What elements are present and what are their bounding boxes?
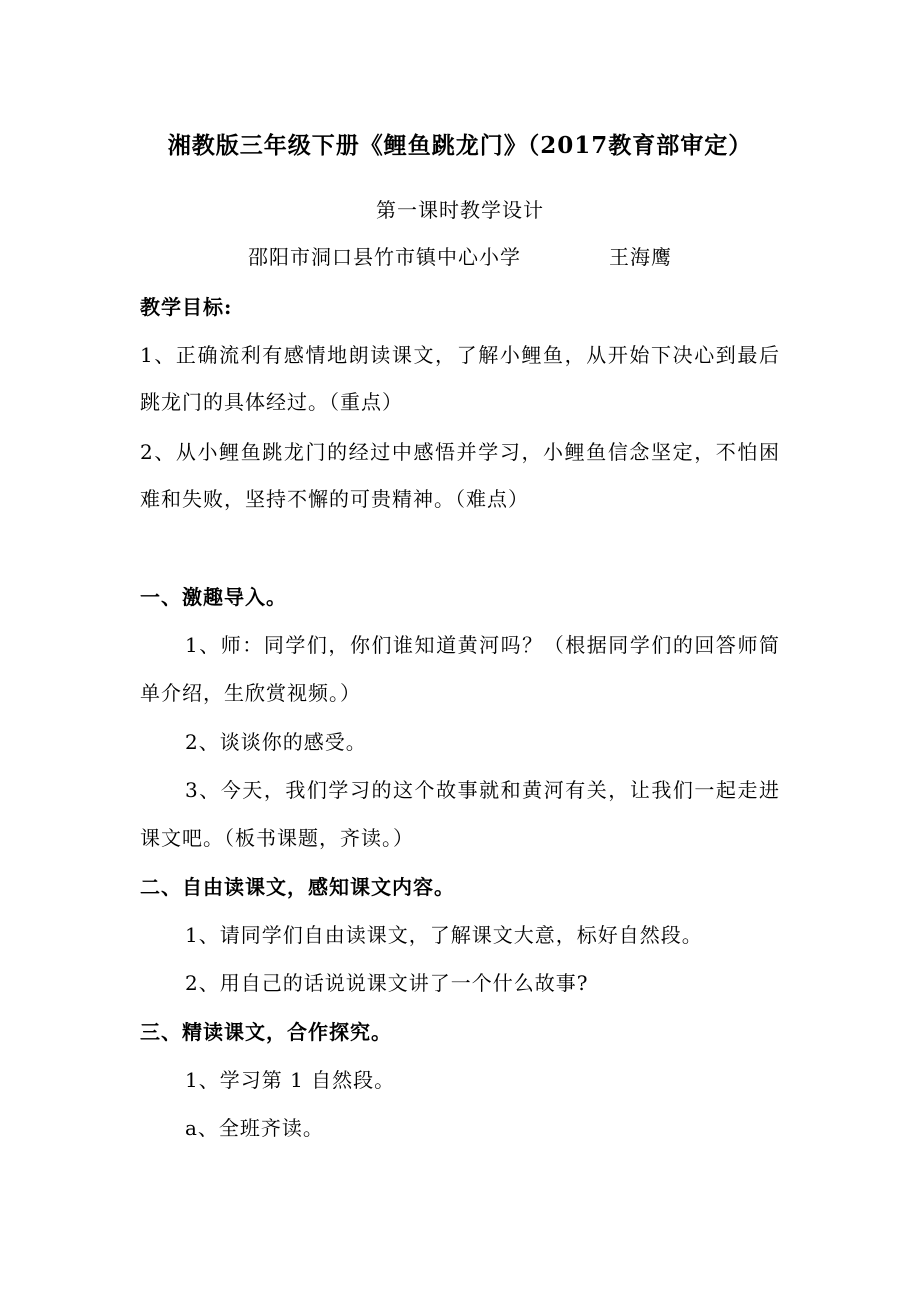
author-line (0, 245, 920, 269)
objective-1-line-1: 1、正确流利有感情地朗读课文，了解小鲤鱼，从开始下决心到最后 (140, 343, 780, 367)
author-name: 王海鹰 (609, 245, 672, 269)
document-title: 湘教版三年级下册《鲤鱼跳龙门》（2017教育部审定） (167, 132, 753, 159)
section-2-heading: 二、自由读课文，感知课文内容。 (140, 875, 455, 899)
section-3-paragraph-1: 1、学习第 1 自然段。 (185, 1068, 396, 1092)
section-1-paragraph-3-line-1: 3、今天，我们学习的这个故事就和黄河有关，让我们一起走进 (185, 778, 780, 802)
section-1-paragraph-2: 2、谈谈你的感受。 (185, 730, 367, 754)
section-1-paragraph-1-line-2: 单介绍，生欣赏视频。） (140, 681, 361, 705)
objectives-heading: 教学目标: (140, 295, 233, 319)
section-1-paragraph-1-line-1: 1、师：同学们，你们谁知道黄河吗？（根据同学们的回答师简 (185, 633, 780, 657)
section-3-heading: 三、精读课文，合作探究。 (140, 1020, 392, 1044)
section-1-heading: 一、激趣导入。 (140, 585, 287, 609)
section-1-paragraph-3-line-2: 课文吧。（板书课题，齐读。） (140, 826, 414, 850)
author-organization: 邵阳市洞口县竹市镇中心小学 (248, 245, 521, 269)
section-2-paragraph-2: 2、用自己的话说说课文讲了一个什么故事? (185, 971, 589, 995)
document-subtitle: 第一课时教学设计 (376, 198, 544, 222)
objective-2-line-2: 难和失败，坚持不懈的可贵精神。（难点） (140, 487, 529, 511)
objective-2-line-1: 2、从小鲤鱼跳龙门的经过中感悟并学习，小鲤鱼信念坚定，不怕困 (140, 440, 780, 464)
objective-1-line-2: 跳龙门的具体经过。（重点） (140, 390, 403, 414)
section-2-paragraph-1: 1、请同学们自由读课文，了解课文大意，标好自然段。 (185, 923, 703, 947)
section-3-paragraph-2: a、全班齐读。 (185, 1116, 324, 1140)
